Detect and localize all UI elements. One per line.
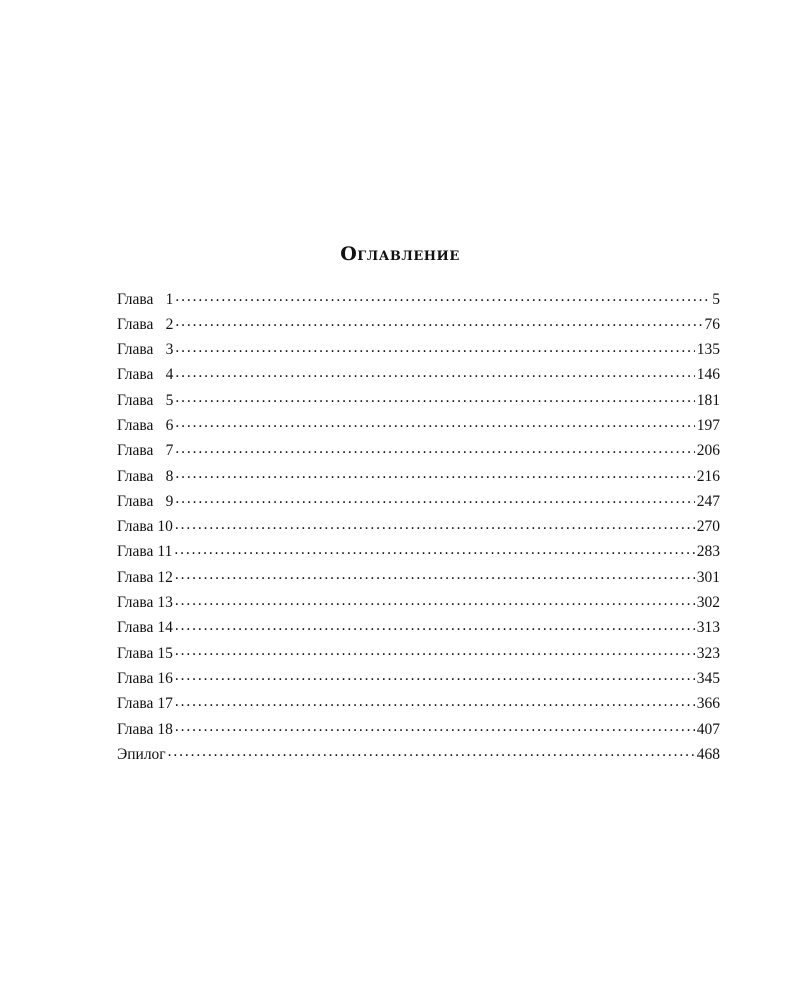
toc-entry-page: 407 (696, 720, 720, 738)
toc-entry[interactable] (117, 541, 720, 566)
toc-leader-dots (175, 490, 694, 506)
toc-leader-dots (175, 440, 694, 456)
toc-entry[interactable] (117, 364, 720, 389)
toc-entry-word: Глава (117, 695, 154, 713)
toc-leader-dots (175, 288, 710, 304)
toc-entry-label (117, 366, 173, 384)
toc-leader-dots (175, 617, 695, 633)
toc-leader-dots (174, 541, 694, 557)
toc-entry[interactable] (117, 313, 720, 338)
toc-entry-word: Глава (117, 290, 154, 308)
toc-entry-word: Глава (117, 391, 154, 409)
toc-entry-word: Глава (117, 518, 154, 536)
toc-entry-word: Глава (117, 467, 154, 485)
toc-entry-word: Глава (117, 720, 154, 738)
toc-entry-number: 4 (165, 366, 174, 384)
toc-entry-label (117, 341, 173, 359)
toc-entry-word: Глава (117, 543, 154, 561)
toc-entry-number: 7 (165, 442, 174, 460)
toc-leader-dots (175, 516, 695, 532)
toc-entry-word: Глава (117, 442, 154, 460)
toc-entry[interactable] (117, 288, 720, 313)
toc-entry-label (117, 746, 166, 764)
toc-entry-label (117, 291, 173, 309)
toc-entry-number: 2 (165, 315, 174, 333)
toc-entry-page: 302 (696, 594, 720, 612)
toc-entry-number: 11 (157, 543, 173, 561)
toc-entry[interactable] (117, 339, 720, 364)
toc-entry-page: 135 (696, 341, 720, 359)
toc-entry[interactable] (117, 389, 720, 414)
toc-entry-number: 15 (157, 644, 173, 662)
toc-entry[interactable] (117, 566, 720, 591)
toc-entry-word: Глава (117, 315, 154, 333)
toc-entry-label (117, 468, 173, 486)
toc-entry-page: 270 (696, 518, 720, 536)
toc-entry-page: 181 (696, 391, 720, 409)
toc-leader-dots (175, 465, 694, 481)
toc-entry[interactable] (117, 440, 720, 465)
toc-entry-number: 16 (157, 669, 173, 687)
toc-entry-number: 10 (157, 518, 173, 536)
toc-entry-word: Глава (117, 568, 154, 586)
toc-entry-label (117, 543, 172, 561)
toc-entry-number: 18 (157, 720, 173, 738)
toc-entry[interactable] (117, 516, 720, 541)
toc-entry[interactable] (117, 465, 720, 490)
toc-entry-page: 216 (696, 467, 720, 485)
toc-entry-label (117, 417, 173, 435)
toc-leader-dots (175, 718, 695, 734)
toc-entry[interactable] (117, 667, 720, 692)
toc-entry-page: 197 (696, 416, 720, 434)
toc-leader-dots (175, 566, 695, 582)
toc-entry-page: 323 (696, 644, 720, 662)
toc-entry[interactable] (117, 617, 720, 642)
toc-leader-dots (175, 642, 695, 658)
toc-entry-label (117, 442, 173, 460)
toc-entry-word: Глава (117, 492, 154, 510)
toc-leader-dots (175, 667, 695, 683)
toc-entry-page: 247 (696, 492, 720, 510)
toc-entry-word: Эпилог (117, 745, 166, 763)
toc-leader-dots (175, 693, 695, 709)
toc-entry-label (117, 392, 173, 410)
toc-entry-label (117, 670, 173, 688)
toc-leader-dots (175, 339, 694, 355)
toc-entry-word: Глава (117, 416, 154, 434)
toc-entry[interactable] (117, 718, 720, 743)
toc-entry-number: 8 (165, 467, 174, 485)
toc-entry-page: 345 (696, 669, 720, 687)
toc-entry-page: 366 (696, 695, 720, 713)
toc-entry-page: 283 (696, 543, 720, 561)
toc-entry[interactable] (117, 642, 720, 667)
toc-entry-number: 1 (165, 290, 174, 308)
toc-entry-label (117, 695, 173, 713)
toc-entry-label (117, 721, 173, 739)
toc-entry-word: Глава (117, 619, 154, 637)
toc-entry-word: Глава (117, 366, 154, 384)
toc-entry-page: 301 (696, 568, 720, 586)
toc-entry-label (117, 594, 173, 612)
toc-entry-page: 76 (704, 315, 720, 333)
toc-entry[interactable] (117, 490, 720, 515)
toc-entry-label (117, 645, 173, 663)
toc-entry-number: 3 (165, 341, 174, 359)
toc-entry-number: 6 (165, 416, 174, 434)
table-of-contents (117, 288, 720, 769)
toc-entry-number: 17 (157, 695, 173, 713)
toc-leader-dots (175, 364, 694, 380)
toc-entry-page: 313 (696, 619, 720, 637)
toc-entry-epilogue[interactable] (117, 743, 720, 768)
toc-leader-dots (168, 743, 695, 759)
toc-entry-number: 9 (165, 492, 174, 510)
toc-entry-page: 146 (696, 366, 720, 384)
toc-entry-label (117, 569, 173, 587)
toc-entry-word: Глава (117, 644, 154, 662)
toc-entry-page: 206 (696, 442, 720, 460)
toc-entry-word: Глава (117, 341, 154, 359)
toc-entry-label (117, 493, 173, 511)
toc-entry-label (117, 316, 173, 334)
toc-entry-number: 5 (165, 391, 174, 409)
toc-entry-number: 14 (157, 619, 173, 637)
toc-entry[interactable] (117, 592, 720, 617)
toc-entry-label (117, 619, 173, 637)
toc-leader-dots (175, 592, 695, 608)
toc-leader-dots (175, 414, 694, 430)
toc-entry-word: Глава (117, 669, 154, 687)
toc-entry-number: 12 (157, 568, 173, 586)
toc-leader-dots (175, 389, 694, 405)
toc-entry-page: 5 (712, 290, 720, 308)
toc-title: Оглавление (340, 243, 460, 265)
toc-entry-word: Глава (117, 594, 154, 612)
toc-entry[interactable] (117, 693, 720, 718)
toc-entry[interactable] (117, 414, 720, 439)
toc-entry-number: 13 (157, 594, 173, 612)
toc-entry-page: 468 (696, 745, 720, 763)
toc-entry-label (117, 518, 173, 536)
toc-leader-dots (175, 313, 702, 329)
